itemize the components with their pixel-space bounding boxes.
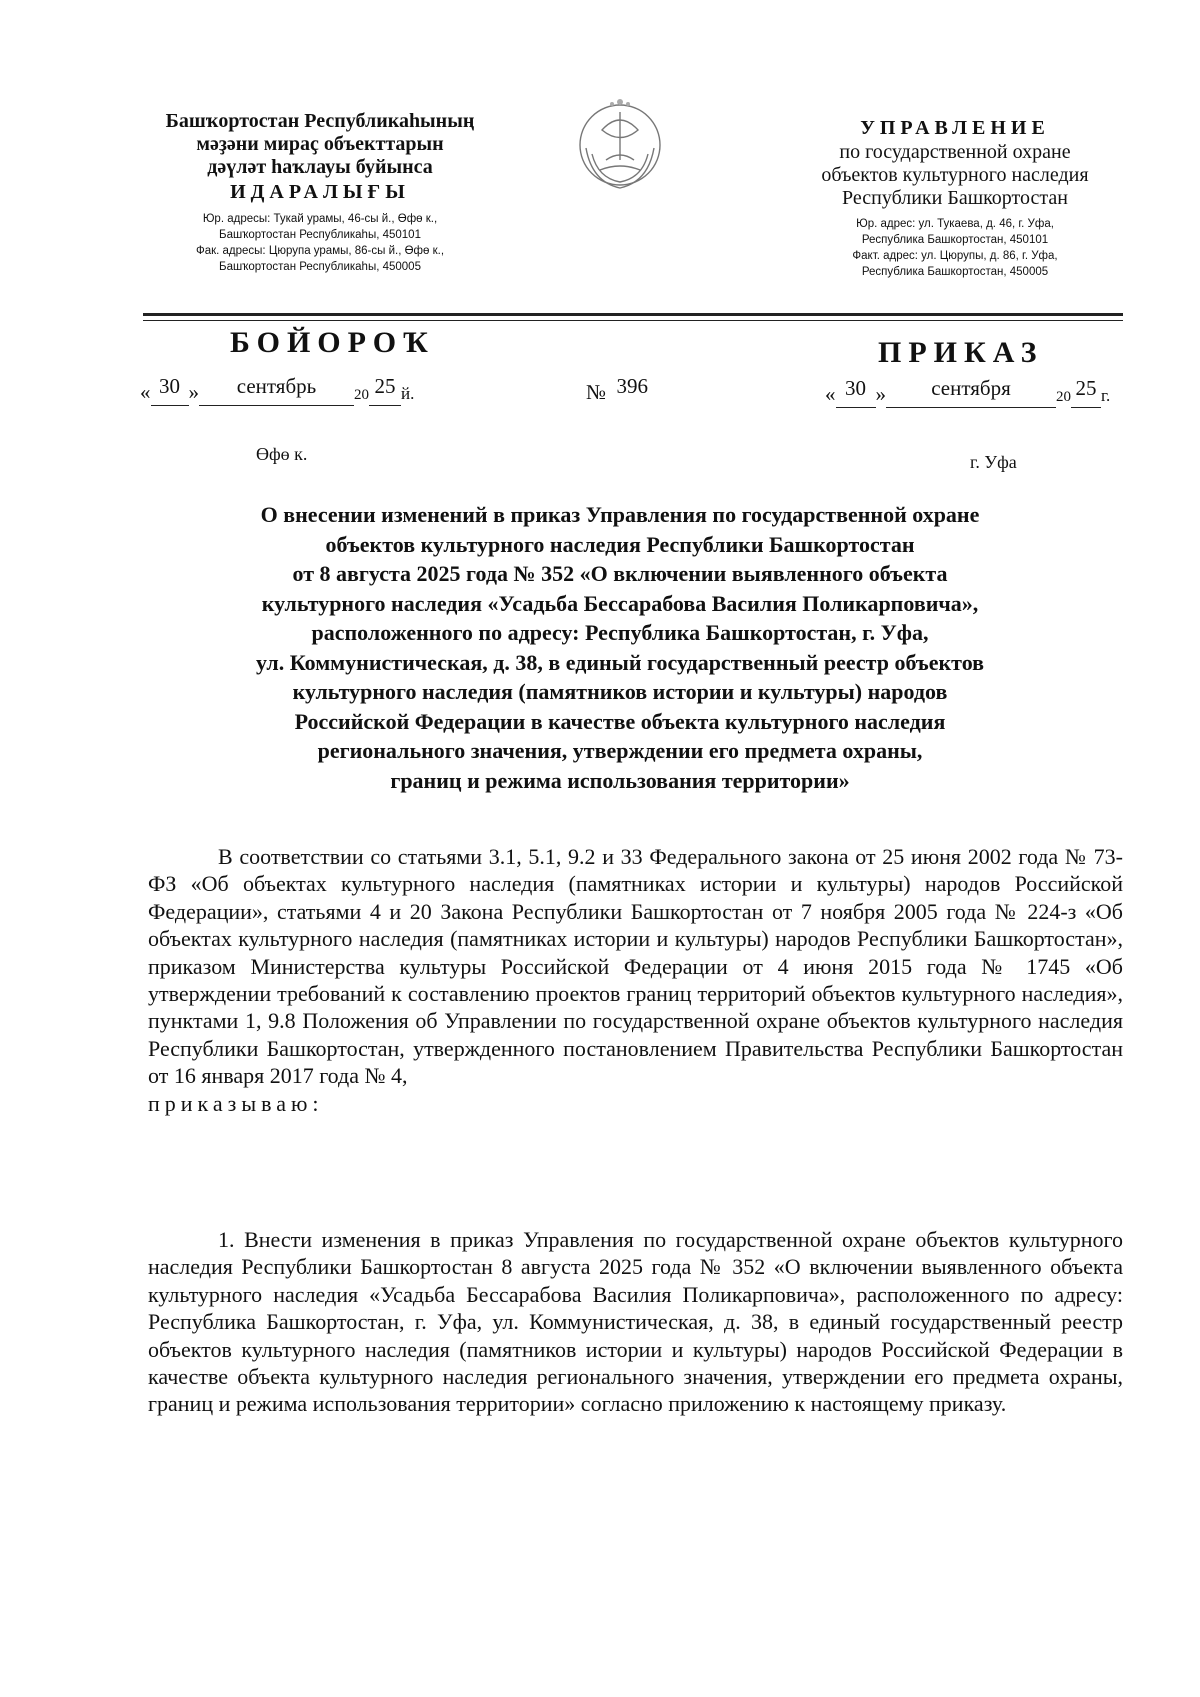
title-line: культурного наследия «Усадьба Бессарабова Василия Поликарповича»,: [261, 590, 979, 616]
address-block: [140, 211, 500, 275]
city-left: Өфө к.: [256, 444, 308, 464]
quote-open: «: [140, 380, 151, 404]
org-name-line: объектов культурного наследия: [821, 164, 1089, 186]
date-year-value: 25: [374, 374, 396, 398]
order-word: приказываю:: [148, 1090, 324, 1116]
date-day: [836, 376, 876, 408]
org-name-main: ИДАРАЛЫҒЫ: [230, 181, 410, 203]
org-name-line: мәҙәни мираҫ объекттарын: [196, 133, 444, 155]
body-paragraph-preamble: [148, 843, 1123, 1117]
title-line: О внесении изменений в приказ Управления по государственной охране: [260, 502, 980, 527]
header-divider: [143, 313, 1123, 316]
number-sign: №: [586, 380, 607, 404]
date-day: [151, 374, 189, 406]
year-prefix: 20: [354, 387, 369, 403]
preamble-text: В соответствии со статьями 3.1, 5.1, 9.2 и 33 Федерального закона от 25 июня 2002 года № 73-ФЗ «Об объектах культурного наследия (памятниках истории и культуры) народов Российской Федерации», статьями 4 и 20 Закона Республики Башкортостан от 7 ноября 2005 года № 224-з «Об объектах культурного наследия (памятниках истории и культуры) народов Республики Башкортостан», приказом Министерства культуры Российской Федерации от 4 июня 2015 года № 1745 «Об утверждении требований к составлению проектов границ территорий объектов культурного наследия», пунктами 1, 9.8 Положения об Управлении по государственной охране объектов культурного наследия Республики Башкортостан, утвержденного постановлением Правительства Республики Башкортостан от 16 января 2017 года № 4,: [148, 844, 1123, 1089]
date-right: [825, 376, 1111, 408]
address-line: Башҡортостан Республикаһы, 450005: [219, 261, 421, 273]
quote-open: «: [825, 382, 836, 406]
address-line: Юр. адрес: ул. Тукаева, д. 46, г. Уфа,: [856, 218, 1054, 230]
address-line: Республика Башкортостан, 450005: [861, 266, 1049, 278]
title-line: расположенного по адресу: Республика Башкортостан, г. Уфа,: [311, 620, 929, 645]
item-1-text: 1. Внести изменения в приказ Управления по государственной охране объектов культурного наследия Республики Башкортостан 8 августа 2025 года № 352 «О включении выявленного объекта культурного наследия «Усадьба Бессарабова Василия Поликарповича», расположенного по адресу: Республика Башкортостан, г. Уфа, ул. Коммунистическая, д. 38, в единый государственный реестр объектов культурного наследия (памятников истории и культуры) народов Российской Федерации в качестве объекта культурного наследия регионального значения, утверждении его предмета охраны, границ и режима использования территории» согласно приложению к настоящему приказу.: [148, 1227, 1123, 1417]
org-name-line: дәүләт һаҡлауы буйынса: [207, 156, 433, 178]
title-line: Российской Федерации в качестве объекта культурного наследия: [294, 708, 946, 734]
org-name-line: Башҡортостан Республикаһының: [165, 110, 475, 132]
date-month: [199, 374, 354, 406]
body-paragraph-item-1: [148, 1226, 1123, 1418]
address-line: Башҡортостан Республикаһы, 450101: [219, 229, 421, 241]
date-left: [140, 374, 415, 406]
quote-close: »: [188, 380, 199, 404]
address-line: Факт. адрес: ул. Цюрупы, д. 86, г. Уфа,: [852, 250, 1058, 262]
address-line: Юр. адресы: Тукай урамы, 46-сы й., Өфө к.,: [202, 213, 438, 225]
header-left: [140, 110, 500, 275]
date-year-value: 25: [1075, 376, 1097, 400]
org-name-main: УПРАВЛЕНИЕ: [860, 117, 1050, 139]
title-line: объектов культурного наследия Республики Башкортостан: [325, 531, 915, 557]
order-number: [586, 374, 649, 405]
header-right: [780, 115, 1130, 280]
date-month-value: сентябрь: [236, 374, 317, 398]
year-suffix: г.: [1101, 386, 1111, 405]
date-year: [369, 374, 401, 406]
title-line: регионального значения, утверждении его предмета охраны,: [317, 738, 923, 763]
title-line: границ и режима использования территории»: [390, 767, 850, 793]
org-name-line: Республики Башкортостан: [842, 187, 1068, 209]
date-month-value: сентября: [931, 376, 1011, 400]
header-divider: [143, 320, 1123, 321]
address-line: Фак. адресы: Цюрупа урамы, 86-сы й., Өфө к.,: [195, 245, 445, 257]
title-line: от 8 августа 2025 года № 352 «О включении выявленного объекта: [292, 561, 948, 586]
date-day-value: 30: [159, 374, 180, 398]
quote-close: »: [875, 382, 886, 406]
coat-of-arms-emblem-icon: [572, 90, 668, 200]
document-title: [160, 500, 1080, 795]
title-line: культурного наследия (памятников истории и культуры) народов: [292, 679, 948, 704]
address-block: [780, 216, 1130, 280]
year-prefix: 20: [1056, 389, 1071, 405]
year-suffix: й.: [401, 384, 415, 403]
date-year: [1071, 376, 1101, 408]
title-line: ул. Коммунистическая, д. 38, в единый государственный реестр объектов: [255, 649, 985, 675]
date-month: [886, 376, 1056, 408]
number-value: 396: [616, 374, 649, 398]
org-name-line: по государственной охране: [839, 141, 1071, 163]
doc-type-bashkir: БОЙОРОҠ: [230, 326, 435, 359]
date-day-value: 30: [845, 376, 866, 400]
address-line: Республика Башкортостан, 450101: [861, 234, 1049, 246]
doc-type-russian: ПРИКАЗ: [878, 336, 1044, 369]
city-right: г. Уфа: [970, 452, 1017, 472]
